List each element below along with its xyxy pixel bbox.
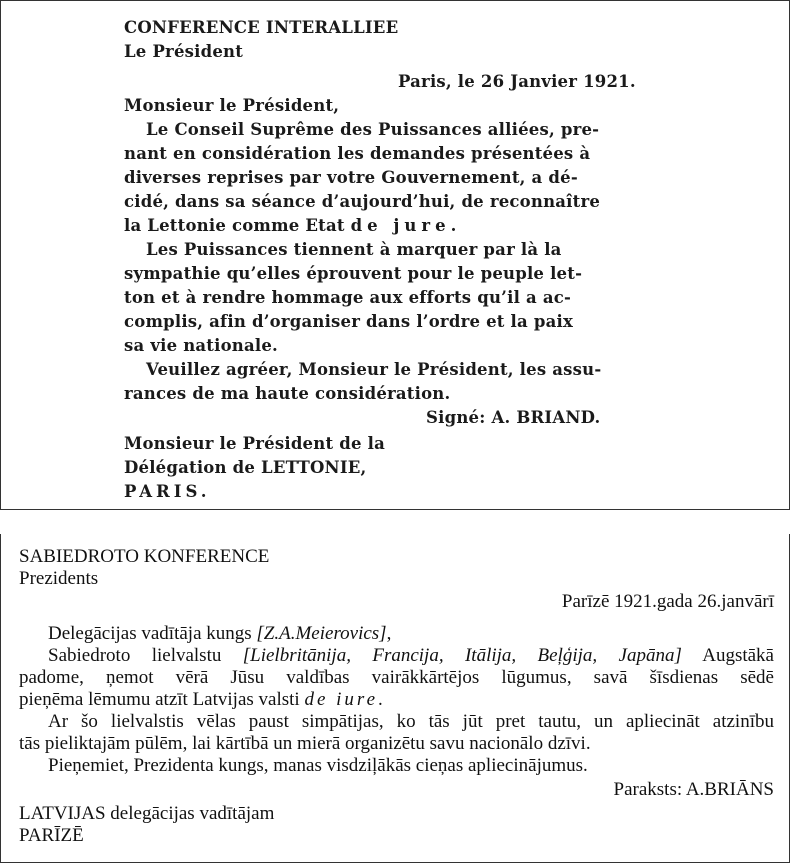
french-de-jure: de jure	[350, 216, 451, 235]
latvian-header: SABIEDROTO KONFERENCE	[19, 546, 270, 567]
latvian-p2-line1: Ar šo lielvalstis vēlas paust simpātijas, ko tās jūt pret tautu, un apliecināt atzinību	[48, 711, 774, 732]
french-p2-line2: sympathie qu’elles éprouvent pour le peuple let-	[124, 264, 583, 283]
latvian-p1-line3-end: .	[378, 689, 383, 710]
french-p2-line4: complis, afin d’organiser dans l’ordre et la paix	[124, 312, 573, 331]
french-p1-line5-end: .	[450, 216, 457, 235]
french-addressee-line2: Délégation de LETTONIE,	[124, 458, 367, 477]
french-salutation: Monsieur le Président,	[124, 96, 340, 115]
latvian-allied-powers-note: [Lielbritānija, Francija, Itālija, Beļģija, Japāna]	[242, 645, 682, 666]
latvian-date-line: Parīzē 1921.gada 26.janvārī	[561, 591, 774, 612]
french-signature: Signé: A. BRIAND.	[426, 408, 601, 427]
latvian-p3: Pieņemiet, Prezidenta kungs, manas visdziļākās cieņas apliecinājumus.	[48, 755, 588, 776]
french-sender: Le Président	[124, 42, 244, 61]
french-addressee-line1: Monsieur le Président de la	[124, 434, 385, 453]
french-p2-line5: sa vie nationale.	[124, 336, 279, 355]
latvian-p1-line3-text: pieņēma lēmumu atzīt Latvijas valsti	[19, 689, 305, 710]
french-p1-line1: Le Conseil Suprême des Puissances alliées, pre-	[146, 120, 600, 139]
latvian-salutation-text: Delegācijas vadītāja kungs	[48, 623, 257, 644]
french-p3-line1: Veuillez agréer, Monsieur le Président, les assu-	[146, 360, 602, 379]
latvian-signature: Paraksts: A.BRIĀNS	[613, 779, 774, 800]
latvian-addressee-line2: PARĪZĒ	[19, 825, 84, 846]
latvian-p1-line1-end: Augstākā	[681, 645, 774, 666]
french-addressee-line3: PARIS.	[124, 482, 211, 501]
french-p1-line5-text: la Lettonie comme Etat	[124, 216, 345, 235]
french-p3-line2: rances de ma haute considération.	[124, 384, 451, 403]
latvian-sender: Prezidents	[19, 568, 99, 589]
latvian-p2-line2: tās pieliktajām pūlēm, lai kārtībā un mierā organizētu savu nacionālo dzīvi.	[19, 733, 591, 754]
latvian-salutation-end: ,	[386, 623, 392, 644]
french-date-line: Paris, le 26 Janvier 1921.	[398, 72, 636, 91]
french-p1-line3: diverses reprises par votre Gouvernement, a dé-	[124, 168, 578, 187]
latvian-p1-line1	[48, 645, 774, 667]
latvian-p1-line2: padome, ņemot vērā Jūsu valdības vairākkārtējos lūgumus, savā šīsdienas sēdē	[19, 667, 774, 688]
french-p1-line4: cidé, dans sa séance d’aujourd’hui, de reconnaître	[124, 192, 601, 211]
latvian-de-iure: de iure	[304, 689, 379, 710]
french-p1-line5	[124, 216, 457, 235]
latvian-p1-line3	[19, 689, 383, 711]
french-header: CONFERENCE INTERALLIEE	[124, 18, 399, 37]
french-p2-line3: ton et à rendre hommage aux efforts qu’il a ac-	[124, 288, 572, 307]
latvian-salutation	[48, 623, 391, 645]
latvian-p1-line1-text: Sabiedroto lielvalstu	[48, 645, 243, 666]
french-p2-line1: Les Puissances tiennent à marquer par là la	[146, 240, 562, 259]
latvian-addressee-line1: LATVIJAS delegācijas vadītājam	[19, 803, 275, 824]
french-p1-line2: nant en considération les demandes présentées à	[124, 144, 591, 163]
latvian-salutation-note: [Z.A.Meierovics]	[256, 623, 387, 644]
